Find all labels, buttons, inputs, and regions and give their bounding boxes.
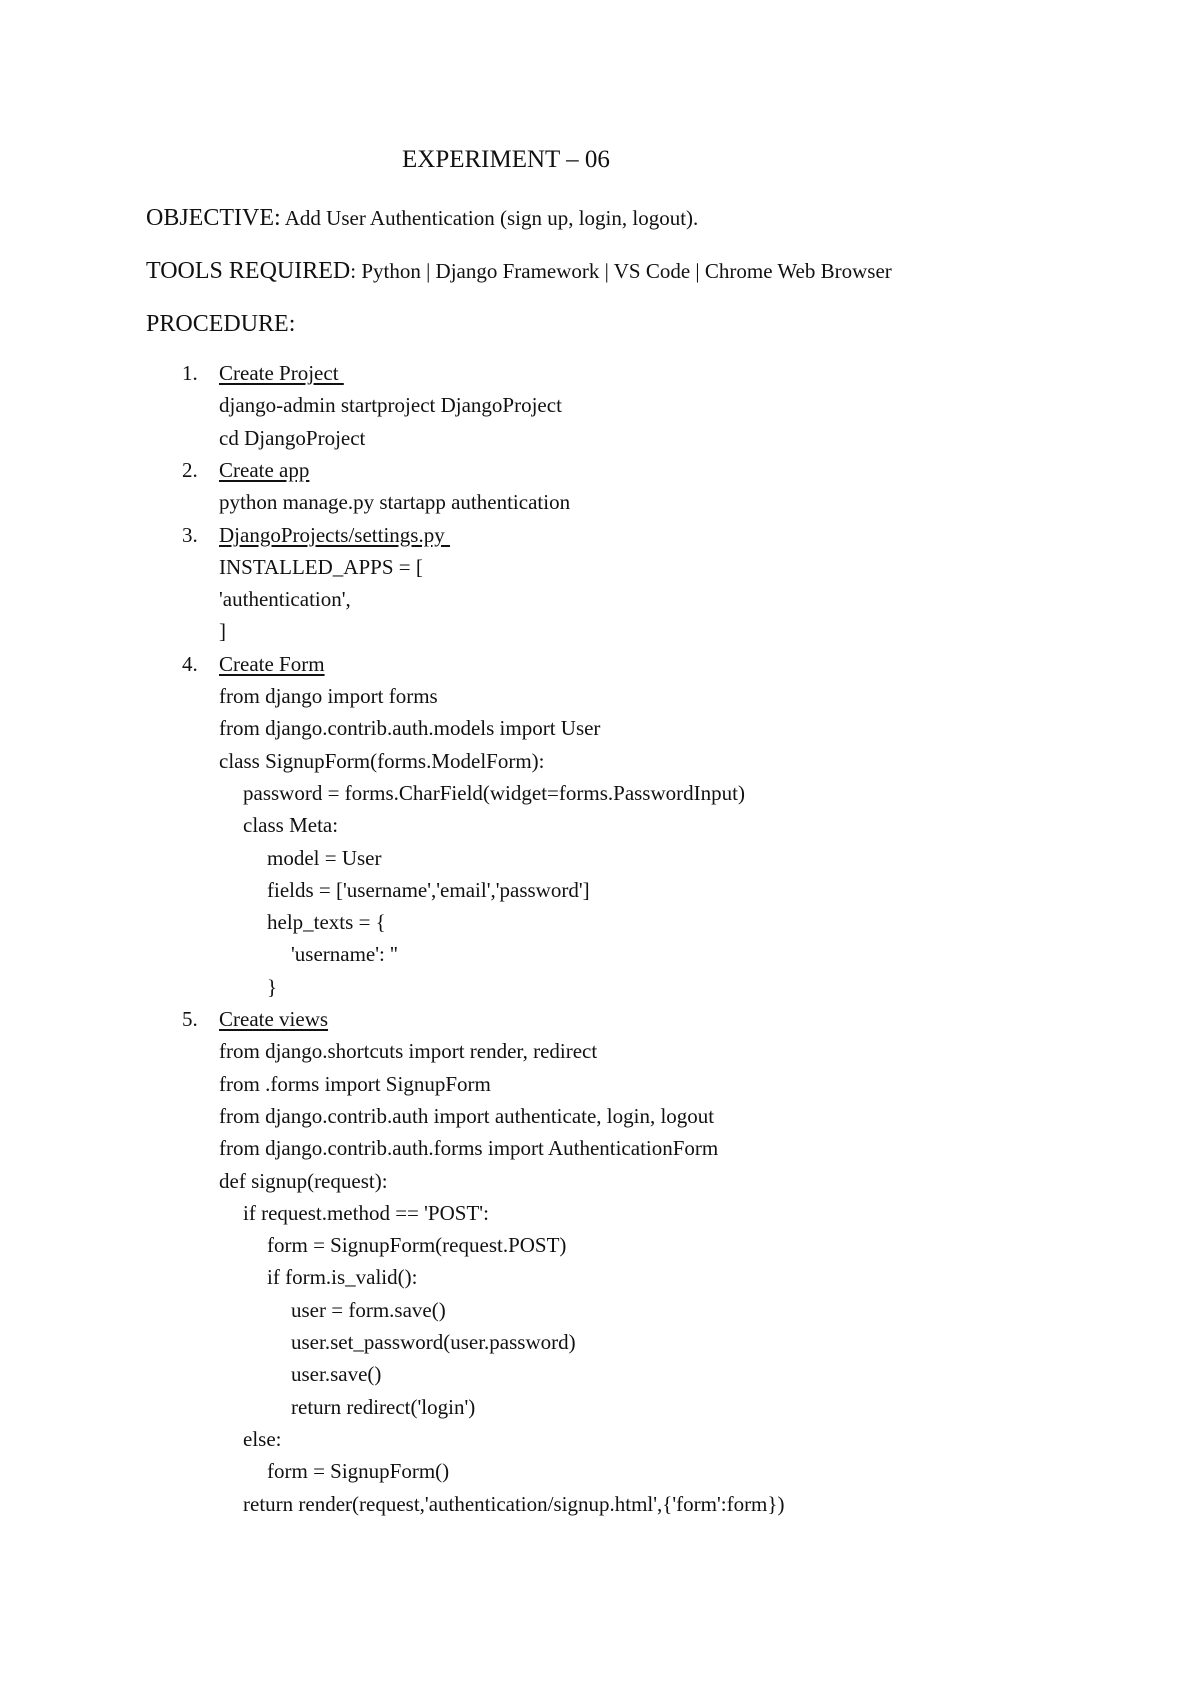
procedure-heading: PROCEDURE: <box>146 311 296 337</box>
code-line: python manage.py startapp authentication <box>219 490 571 515</box>
code-line: return redirect('login') <box>291 1394 476 1419</box>
code-line: ] <box>219 619 226 644</box>
step-title: DjangoProjects/settings.py <box>219 522 450 547</box>
code-line: user.save() <box>291 1362 382 1387</box>
code-line: from django.contrib.auth.forms import AuthenticationForm <box>219 1136 719 1161</box>
tools-line <box>146 258 892 285</box>
code-line: from django.contrib.auth import authenticate, login, logout <box>219 1103 715 1128</box>
code-line: INSTALLED_APPS = [ <box>219 554 423 579</box>
experiment-title: EXPERIMENT – 06 <box>402 146 610 173</box>
code-line: } <box>267 974 278 999</box>
code-line: password = forms.CharField(widget=forms.PasswordInput) <box>243 780 745 805</box>
code-line: 'authentication', <box>219 587 351 612</box>
step-title: Create views <box>219 1007 329 1031</box>
step-number: 2. <box>182 457 198 482</box>
code-line: else: <box>243 1426 282 1451</box>
code-line: model = User <box>267 845 382 870</box>
code-line: if form.is_valid(): <box>267 1265 418 1290</box>
code-line: fields = ['username','email','password'] <box>267 877 590 902</box>
code-line: from django.contrib.auth.models import User <box>219 716 601 741</box>
code-line: django-admin startproject DjangoProject <box>219 393 562 418</box>
code-line: user.set_password(user.password) <box>291 1330 576 1354</box>
code-line: cd DjangoProject <box>219 425 366 450</box>
objective-label: OBJECTIVE: <box>146 205 281 231</box>
code-line: class SignupForm(forms.ModelForm): <box>219 748 545 773</box>
code-line: if request.method == 'POST': <box>243 1200 489 1225</box>
objective-text: Add User Authentication (sign up, login, logout). <box>280 206 699 230</box>
code-line: def signup(request): <box>219 1168 388 1193</box>
code-line: return render(request,'authentication/signup.html',{'form':form}) <box>243 1491 785 1516</box>
step-number: 1. <box>182 361 198 385</box>
code-line: from django import forms <box>219 684 438 708</box>
code-line: form = SignupForm() <box>267 1459 450 1484</box>
step-title: Create app <box>219 457 310 482</box>
code-line: from .forms import SignupForm <box>219 1071 491 1096</box>
code-line: user = form.save() <box>291 1297 446 1322</box>
code-line: 'username': '' <box>291 942 398 967</box>
tools-label: TOOLS REQUIRED <box>146 258 351 284</box>
objective-line <box>146 205 698 232</box>
code-line: class Meta: <box>243 813 339 838</box>
step-title: Create Form <box>219 651 325 676</box>
step-number: 4. <box>182 651 198 676</box>
step-title: Create Project <box>219 361 344 385</box>
code-line: form = SignupForm(request.POST) <box>267 1233 567 1258</box>
code-line: from django.shortcuts import render, redirect <box>219 1039 598 1064</box>
step-number: 3. <box>182 522 198 547</box>
code-line: help_texts = { <box>267 910 386 935</box>
step-number: 5. <box>182 1007 198 1031</box>
tools-text: : Python | Django Framework | VS Code | Chrome Web Browser <box>350 259 892 283</box>
